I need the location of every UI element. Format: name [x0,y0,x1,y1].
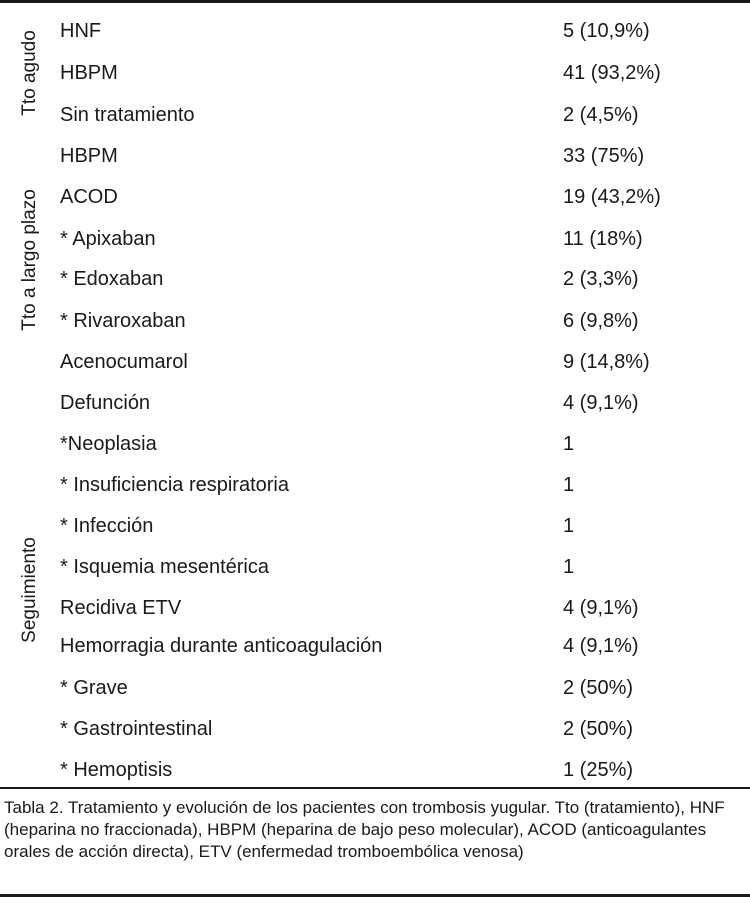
row-value: 2 (4,5%) [563,104,639,126]
caption-bottom-rule [0,894,750,897]
row-label: HNF [60,20,102,42]
row-value: 6 (9,8%) [563,310,639,332]
table-row [0,53,750,93]
table-caption: Tabla 2. Tratamiento y evolución de los pacientes con trombosis yugular. Tto (tratamiento), HNF (heparina no fraccionada), HBPM (heparina de bajo peso molecular), ACOD (anticoagulantes orales de acción directa), ETV (enfermedad tromboembólica venosa) [4,798,725,861]
group-label: Tto agudo [19,29,40,116]
table-row [0,11,750,51]
row-label: ACOD [60,186,118,208]
row-label: * Edoxaban [60,268,164,290]
table-row [0,750,750,790]
group-label: Tto a largo plazo [19,188,40,331]
table-row [0,588,750,628]
row-label: HBPM [60,145,118,167]
table-row [0,547,750,587]
table-row [0,342,750,382]
table-bottom-rule [0,787,750,789]
table-row [0,465,750,505]
table-row [0,177,750,217]
row-value: 4 (9,1%) [563,597,639,619]
row-label: * Infección [60,515,154,537]
row-label: * Apixaban [60,228,156,250]
row-value: 1 [563,474,575,496]
row-label: Hemorragia durante anticoagulación [60,635,383,657]
row-value: 2 (50%) [563,677,634,699]
table-row [0,506,750,546]
row-value: 2 (3,3%) [563,268,639,290]
table-row [0,259,750,299]
table-top-rule [0,0,750,3]
row-label: * Gastrointestinal [60,718,213,740]
row-value: 1 (25%) [563,759,634,781]
table-row [0,219,750,259]
row-value: 1 [563,433,575,455]
group-label: Seguimiento [19,537,40,643]
row-value: 41 (93,2%) [563,62,661,84]
row-value: 2 (50%) [563,718,634,740]
table-row [0,136,750,176]
table-row [0,95,750,135]
row-value: 19 (43,2%) [563,186,661,208]
row-value: 1 [563,556,575,578]
row-value: 1 [563,515,575,537]
row-value: 5 (10,9%) [563,20,650,42]
row-label: HBPM [60,62,118,84]
row-value: 33 (75%) [563,145,645,167]
table-row [0,668,750,708]
row-label: * Hemoptisis [60,759,173,781]
table-row [0,383,750,423]
table-row [0,424,750,464]
table-row [0,301,750,341]
row-value: 11 (18%) [563,228,643,250]
row-label: * Insuficiencia respiratoria [60,474,289,496]
table-row [0,626,750,666]
row-label: Sin tratamiento [60,104,195,126]
row-label: *Neoplasia [60,433,157,455]
table-row [0,709,750,749]
row-label: Acenocumarol [60,351,188,373]
row-label: Defunción [60,392,151,414]
row-label: Recidiva ETV [60,597,182,619]
row-value: 9 (14,8%) [563,351,650,373]
row-label: * Isquemia mesentérica [60,556,269,578]
row-label: * Rivaroxaban [60,310,186,332]
row-label: * Grave [60,677,128,699]
row-value: 4 (9,1%) [563,635,639,657]
row-value: 4 (9,1%) [563,392,639,414]
